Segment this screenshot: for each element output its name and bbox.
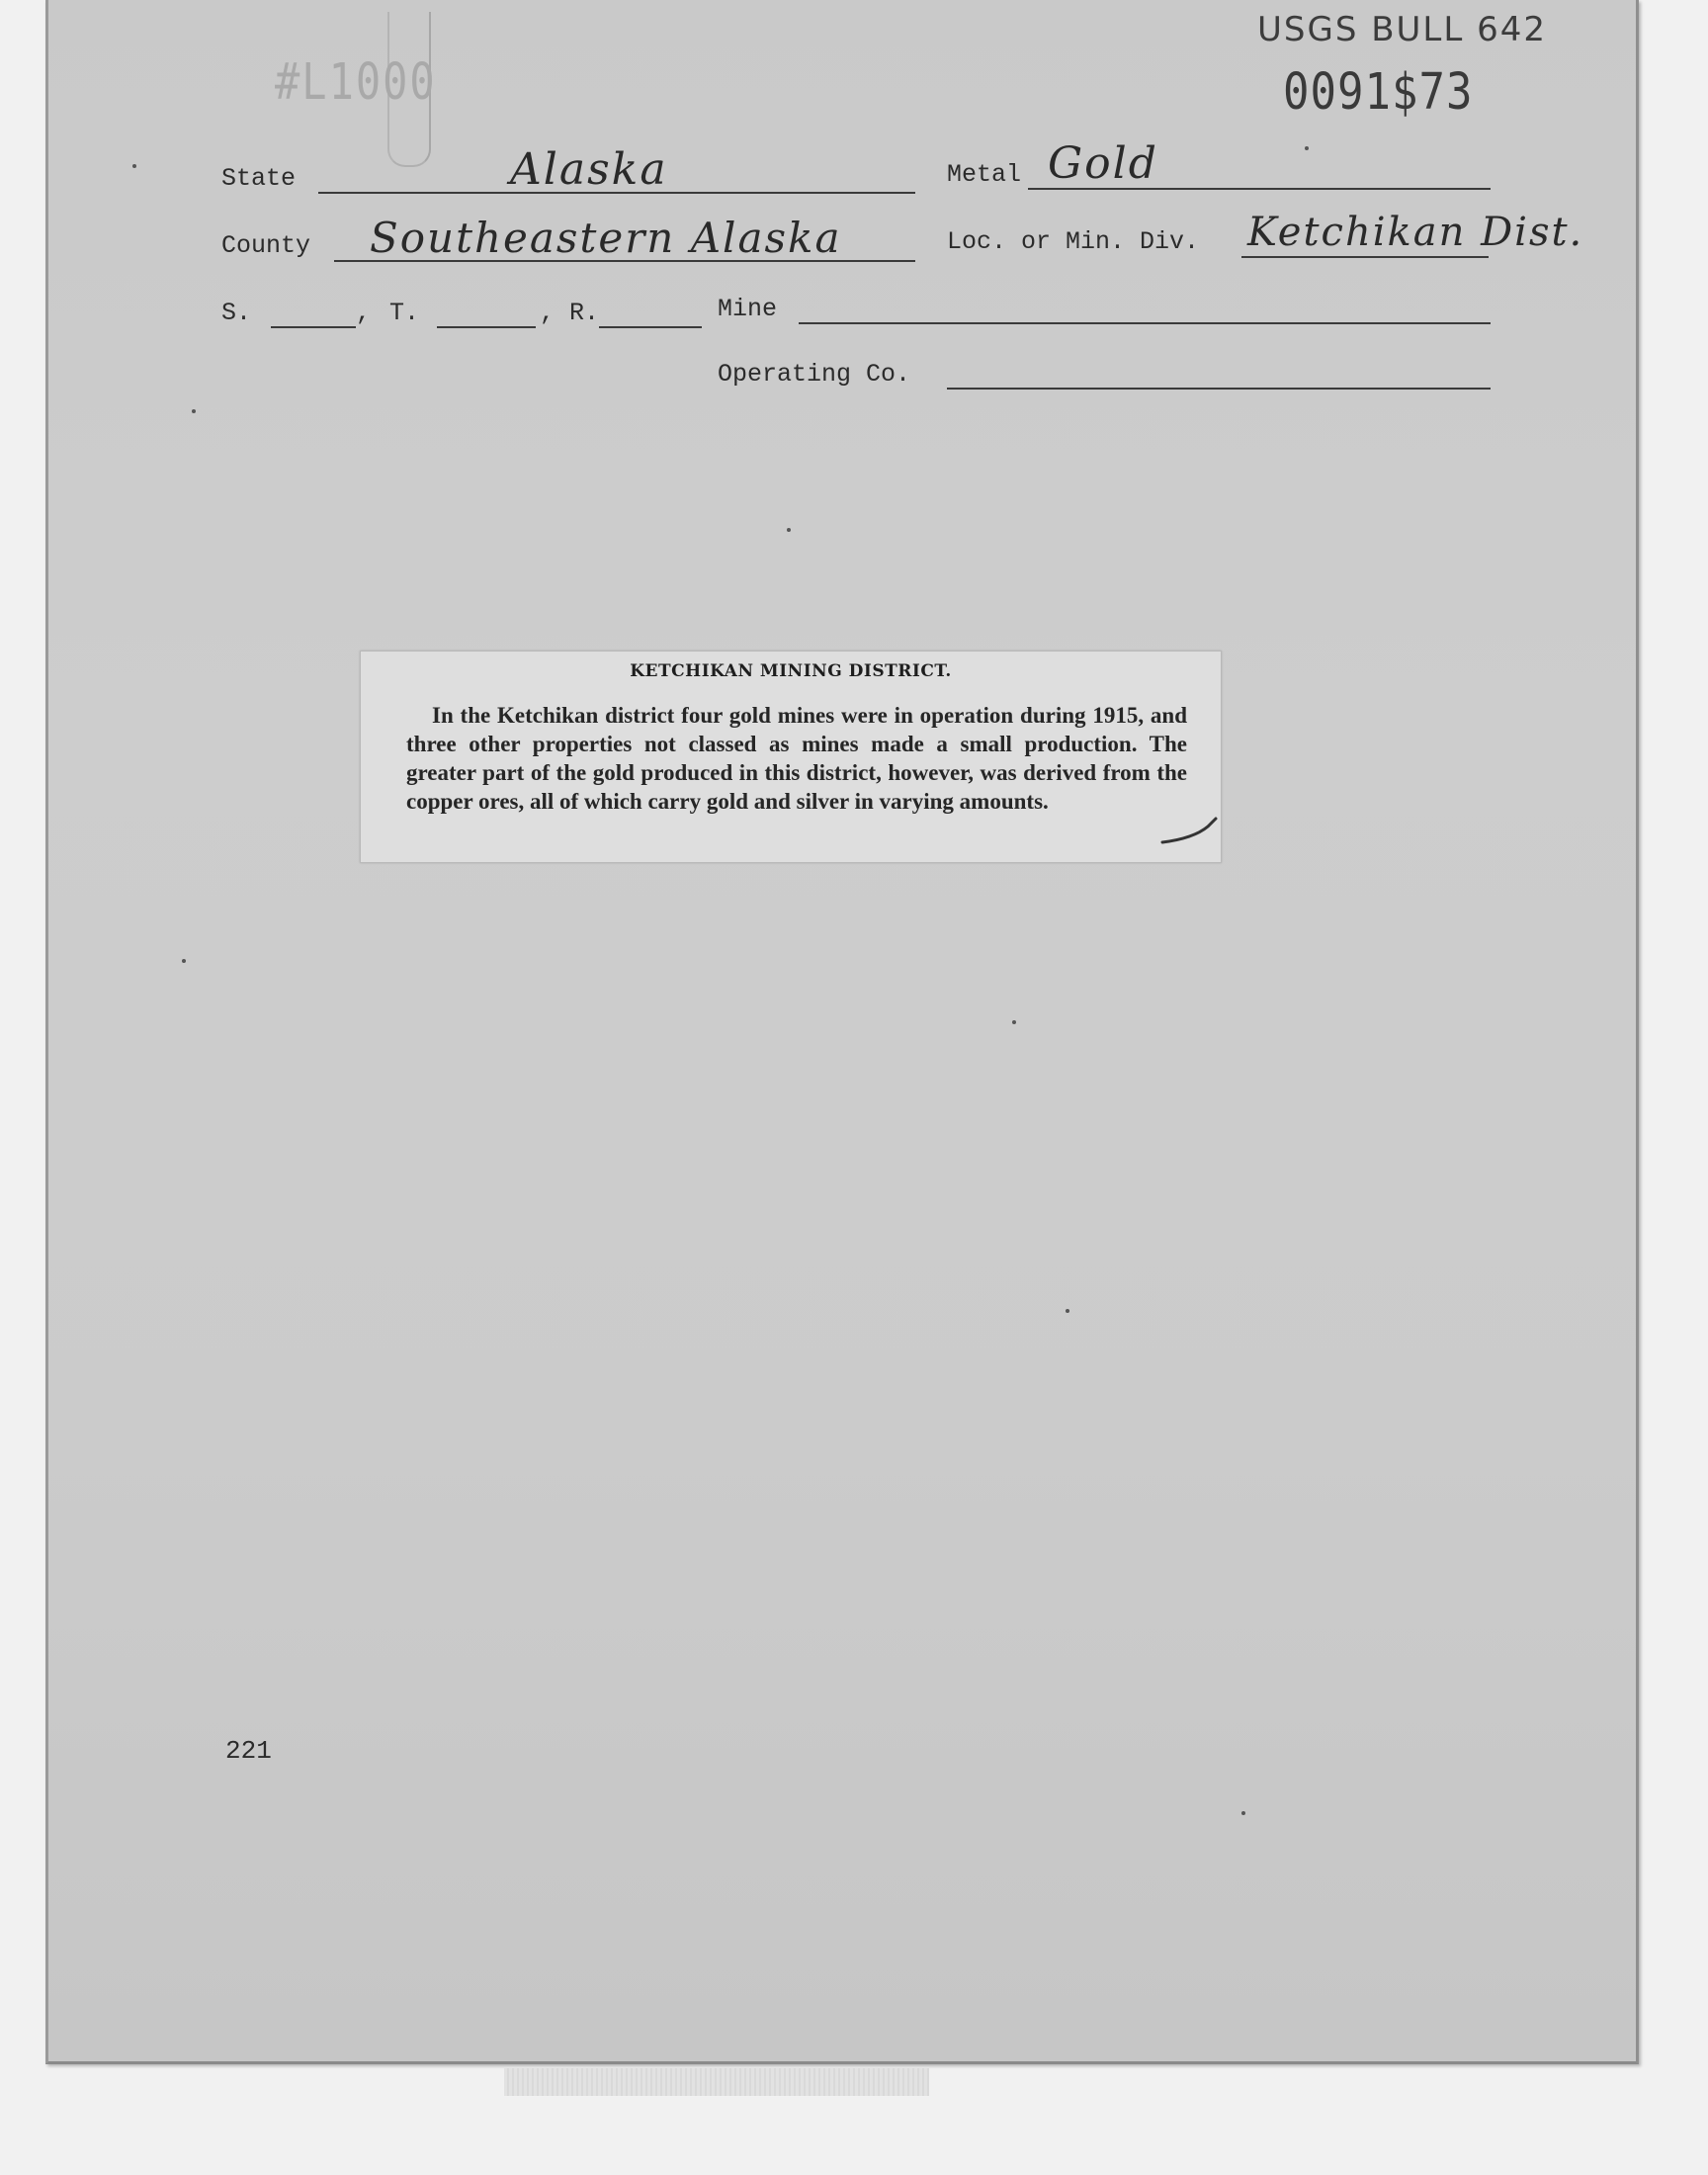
division-line [1241, 256, 1489, 258]
bulletin-stamp: USGS BULL 642 [1257, 10, 1548, 49]
metal-value: Gold [1048, 138, 1158, 189]
scan-edge-strip [504, 2068, 929, 2096]
county-label: County [221, 231, 311, 260]
township-label: T. [389, 299, 420, 327]
county-value: Southeastern Alaska [370, 214, 842, 262]
speck [132, 164, 136, 168]
division-value: Ketchikan Dist. [1247, 210, 1584, 255]
township-line [437, 326, 536, 328]
range-label: R. [569, 299, 600, 327]
comma-2: , [540, 299, 555, 327]
clipping-body: In the Ketchikan district four gold mines were in operation during 1915, and three other properties not classed as mines made a small production. The greater part of the gold produced in this district, however, was derived from the copper ores, all of which carry gold and silver in varying amounts. [406, 703, 1187, 814]
comma-1: , [356, 299, 372, 327]
section-line [271, 326, 356, 328]
range-line [599, 326, 702, 328]
file-number-stamp: 0091$73 [1283, 63, 1474, 122]
operating-co-line [947, 388, 1491, 390]
document-sheet [45, 0, 1639, 2064]
check-mark [1156, 811, 1220, 850]
mine-label: Mine [718, 295, 778, 323]
speck [192, 409, 196, 413]
speck [787, 528, 791, 532]
page-number: 221 [225, 1736, 272, 1766]
speck [1012, 1020, 1016, 1024]
division-label: Loc. or Min. Div. [947, 227, 1200, 256]
bulletin-clipping [360, 651, 1222, 863]
speck [1066, 1309, 1069, 1313]
section-label: S. [221, 299, 252, 327]
speck [1241, 1811, 1245, 1815]
clipping-title: KETCHIKAN MINING DISTRICT. [630, 661, 952, 681]
state-value: Alaska [510, 144, 668, 195]
metal-label: Metal [947, 160, 1022, 189]
faint-stamp: #L1000 [275, 52, 437, 111]
speck [1305, 146, 1309, 150]
speck [182, 959, 186, 963]
mine-line [799, 322, 1491, 324]
operating-co-label: Operating Co. [718, 360, 911, 389]
state-label: State [221, 164, 297, 193]
